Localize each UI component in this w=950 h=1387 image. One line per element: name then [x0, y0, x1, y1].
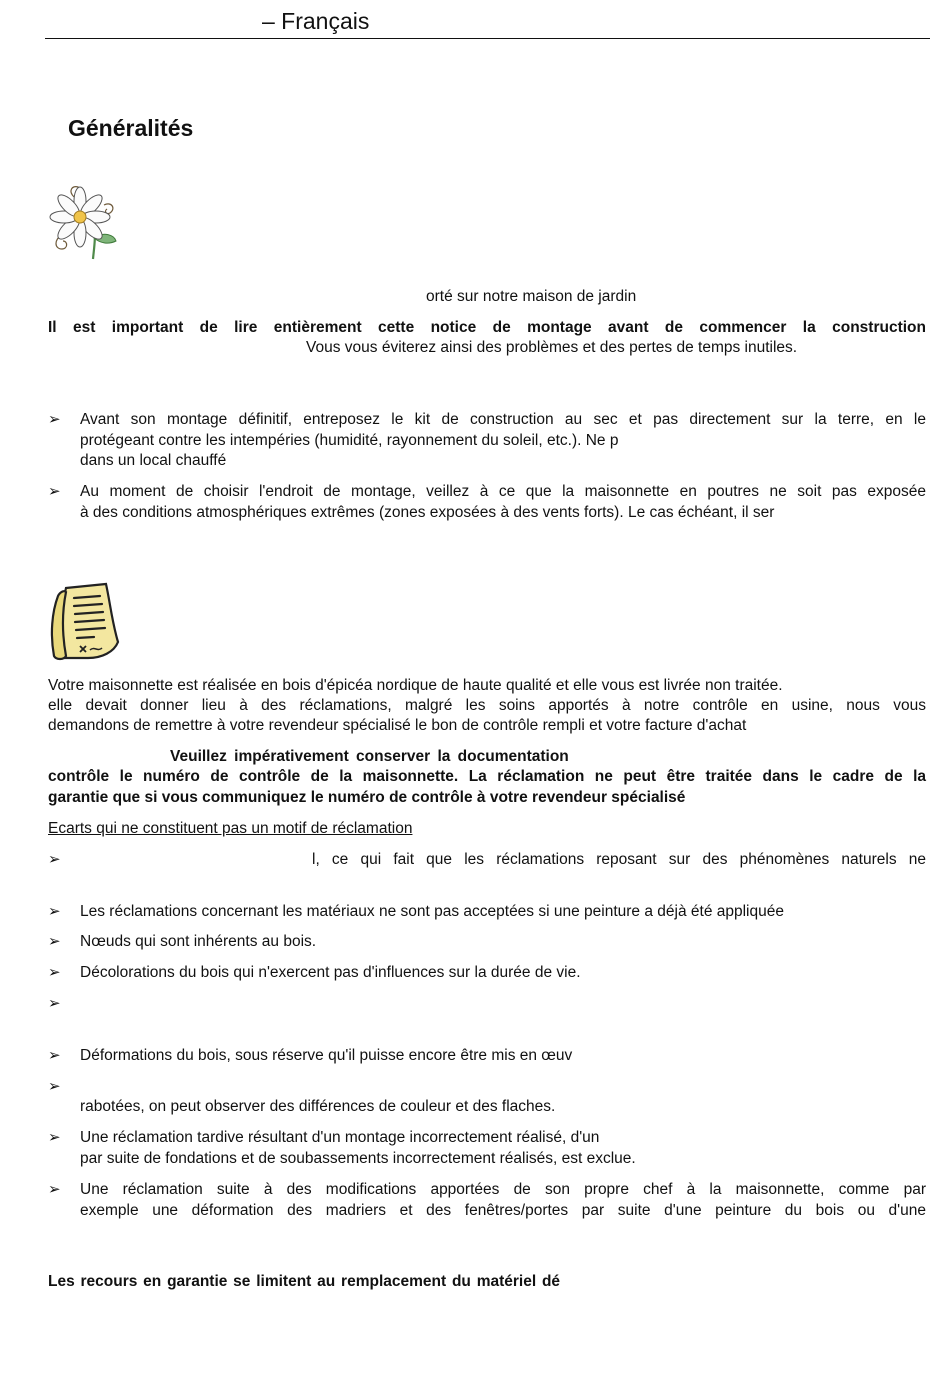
quality-line-1: Votre maisonnette est réalisée en bois d'épicéa nordique de haute qualité et elle vous est livrée non traitée. [48, 677, 783, 694]
quality-bold-line-3: garantie que si vous communiquez le numéro de contrôle à votre revendeur spécialisé [48, 789, 686, 806]
ecarts-heading: Ecarts qui ne constituent pas un motif de réclamation [48, 820, 413, 837]
flower-icon [44, 183, 120, 261]
ecart-bullet-9: Une réclamation suite à des modifications apportées de son propre chef à la maisonnette, comme par exemple une déformation des madriers et des fenêtres/portes par suite d'une peinture du bois ou d'une [80, 1181, 926, 1219]
ecart-bullet-1: l, ce qui fait que les réclamations reposant sur des phénomènes naturels ne [312, 851, 926, 868]
bullet-icon: ➢ [48, 1129, 61, 1146]
bullet-icon: ➢ [48, 1078, 61, 1095]
ecart-bullet-4: Décolorations du bois qui n'exercent pas d'influences sur la durée de vie. [80, 964, 581, 981]
bullet-icon: ➢ [48, 903, 61, 920]
bullet-icon: ➢ [48, 964, 61, 981]
storage-bullet-1: Avant son montage définitif, entreposez le kit de construction au sec et pas directement sur la terre, en le protégeant contre les intempéries (humidité, rayonnement du soleil, etc.). Ne p dans un local chauffé [80, 411, 926, 469]
ecart-bullet-2: Les réclamations concernant les matériaux ne sont pas acceptées si une peinture a déjà été appliquée [80, 903, 784, 920]
storage-bullet-2: Au moment de choisir l'endroit de montage, veillez à ce que la maisonnette en poutres ne soit pas exposée à des conditions atmosphériques extrêmes (zones exposées à des vents forts). Le cas échéant, il ser [80, 483, 926, 521]
quality-line-3: demandons de remettre à votre revendeur spécialisé le bon de contrôle rempli et votre facture d'achat [48, 717, 747, 734]
intro-line-2: Vous vous éviterez ainsi des problèmes et des pertes de temps inutiles. [306, 339, 798, 356]
bullet-icon: ➢ [48, 933, 61, 950]
bullet-icon: ➢ [48, 851, 61, 868]
quality-bold-line-1: Veuillez impérativement conserver la documentation [170, 748, 569, 765]
bullet-icon: ➢ [48, 411, 61, 428]
quality-bold-line-2: contrôle le numéro de contrôle de la maisonnette. La réclamation ne peut être traitée dans le cadre de la [48, 768, 926, 785]
bullet-icon: ➢ [48, 1047, 61, 1064]
ecart-bullet-3: Nœuds qui sont inhérents au bois. [80, 933, 317, 950]
quality-line-2: elle devait donner lieu à des réclamations, malgré les soins apportés à notre contrôle en usine, nous vous [48, 697, 926, 714]
bullet-icon: ➢ [48, 483, 61, 500]
header-divider [45, 38, 930, 39]
ecart-bullet-6: Déformations du bois, sous réserve qu'il puisse encore être mis en œuv [80, 1047, 573, 1064]
bullet-icon: ➢ [48, 995, 61, 1012]
header-title: – Français [262, 8, 370, 34]
ecart-bullet-7: rabotées, on peut observer des différences de couleur et des flaches. [80, 1098, 556, 1115]
intro-bold-line: Il est important de lire entièrement cette notice de montage avant de commencer la construction [48, 319, 926, 336]
footer-bold-line: Les recours en garantie se limitent au remplacement du matériel dé [48, 1273, 561, 1290]
bullet-icon: ➢ [48, 1181, 61, 1198]
ecart-bullet-8: Une réclamation tardive résultant d'un montage incorrectement réalisé, d'un par suite de fondations et de soubassements incorrectement réalisés, est exclue. [80, 1129, 636, 1167]
document-scroll-icon [44, 582, 126, 662]
intro-line: orté sur notre maison de jardin [426, 288, 637, 305]
section-title: Généralités [68, 115, 194, 141]
